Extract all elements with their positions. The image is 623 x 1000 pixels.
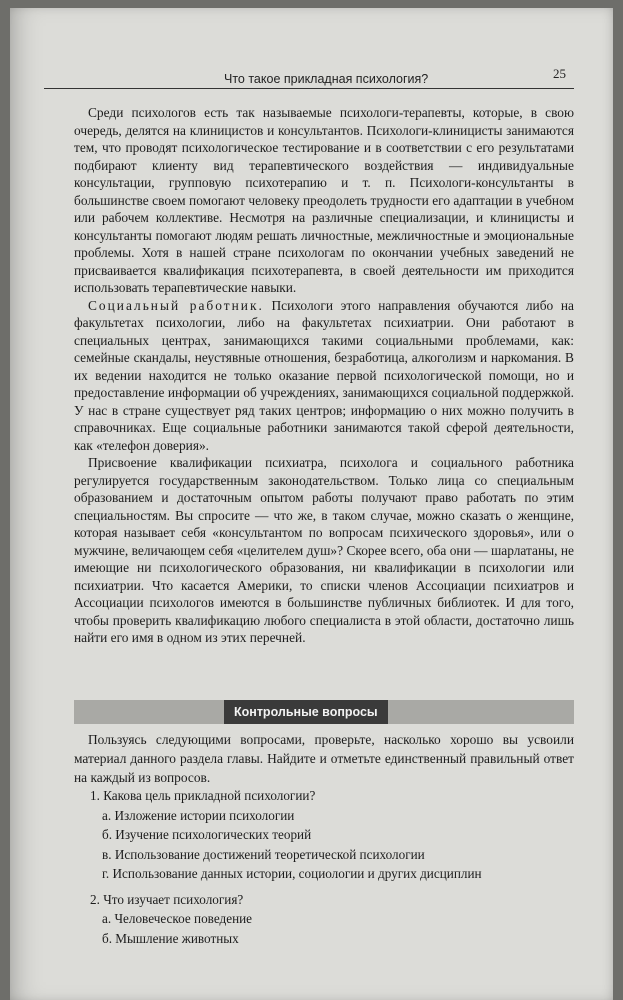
answer-option: б. Изучение психологических теорий (102, 827, 312, 842)
section-heading: Контрольные вопросы (224, 700, 388, 724)
answer-option: б. Мышление животных (102, 930, 239, 946)
review-intro-text: Пользуясь следующими вопросами, проверьте, насколько хорошо вы усвоили материал данного раздела главы. Найдите и отметьте единственный правильный ответ на каждый из вопросов. (74, 732, 574, 785)
body-text (74, 104, 574, 647)
answer-option: а. Изложение истории психологии (102, 807, 295, 823)
section-heading-bar (74, 700, 574, 724)
page-number: 25 (553, 66, 566, 81)
answer-list (90, 909, 570, 948)
paragraph-social-worker-text: Психологи этого направления обучаются либо на факультетах психологии, либо на факультетах психиатрии. Они работают в специальных центрах, занимающихся такими социальными проблемами, как: семейные скандалы, неустявные отношения, безработица, алкоголизм и наркомания. В их ведении находится не только оказание первой психологической помощи, но и предоставление информации об учреждениях, занимающихся социальной поддержкой. У нас в стране существует ряд таких центров; информацию о них можно получить в справочниках. Еще социальные работники занимаются такой сферой деятельности, как «телефон доверия». (74, 297, 574, 453)
paragraph-qualification: Присвоение квалификации психиатра, психолога и социального работника регулируется государственным законодательством. Только лица со специальным образованием и достаточным опытом работы получают право работать по этим специальностям. Вы спросите — что же, в таком случае, можно сказать о женщине, которая называет себя «консультантом по вопросам психического здоровья», или о мужчине, величающем себя «целителем душ»? Скорее всего, оба они — шарлатаны, не имеющие ни психологического образования, ни квалификации в психологии или психиатрии. Что касается Америки, то списки членов Ассоциации психиатров и Ассоциации психологов имеются в большинстве публичных библиотек. И для того, чтобы проверить квалификацию любого специалиста в этой области, достаточно лишь найти его имя в одном из этих перечней. (74, 455, 574, 645)
running-title: Что такое прикладная психология? (224, 72, 429, 86)
paragraph-social-worker (74, 297, 574, 455)
question-text: 2. Что изучает психология? (90, 891, 244, 907)
term-social-worker: Социальный работник. (88, 297, 264, 313)
running-header (44, 66, 574, 89)
question (90, 890, 570, 949)
question-text: 1. Какова цель прикладной психологии? (90, 788, 316, 803)
answer-option: в. Использование достижений теоретической психологии (102, 846, 425, 862)
answer-list (90, 806, 570, 884)
question (90, 786, 570, 884)
answer-option: а. Человеческое поведение (102, 911, 253, 926)
question-list (90, 786, 570, 954)
review-intro (74, 730, 574, 787)
answer-option: г. Использование данных истории, социологии и других дисциплин (102, 866, 482, 881)
paragraph-therapists: Среди психологов есть так называемые психологи-терапевты, которые, в свою очередь, делятся на клиницистов и консультантов. Психологи-клиницисты занимаются тем, что проводят психологическое тестирование и в соответствии с его результатами подбирают клиенту вид терапевтического воздействия — индивидуальные консультации, групповую психотерапию и т. п. Психологи-консультанты в большинстве своем помогают человеку преодолеть трудности его адаптации в учебном или рабочем коллективе. Несмотря на различные специализации, и клиницисты и консультанты помогают людям решать личностные, межличностные и эмоциональные проблемы. Хотя в нашей стране психологам по окончании учебных заведений не присваивается квалификация психотерапевта, в своей деятельности им приходится использовать терапевтические навыки. (74, 105, 574, 295)
book-page (10, 8, 613, 1000)
